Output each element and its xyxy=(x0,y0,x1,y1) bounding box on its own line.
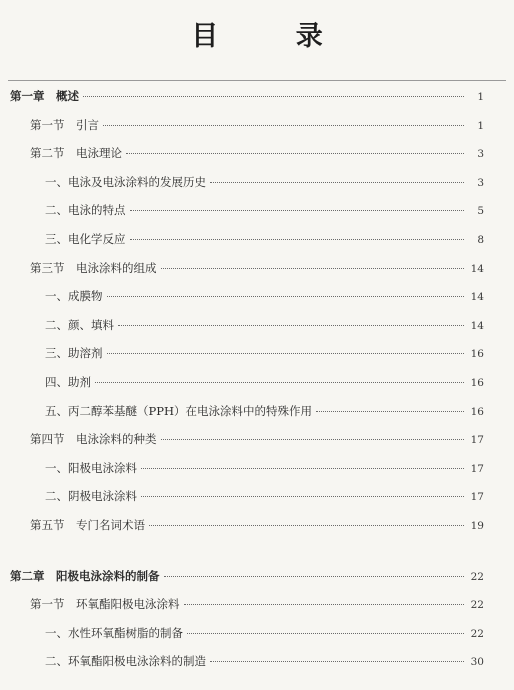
dot-leader xyxy=(130,239,465,240)
dot-leader xyxy=(107,296,465,297)
toc-page-number: 3 xyxy=(477,148,484,161)
toc-entry-label: 一、电泳及电泳涂料的发展历史 xyxy=(45,174,206,189)
dot-leader xyxy=(126,153,464,154)
toc-page-number: 16 xyxy=(470,348,484,361)
toc-entry-chapter-2[interactable] xyxy=(0,562,514,591)
toc-entry-subsection[interactable] xyxy=(0,196,514,225)
toc-page-number: 16 xyxy=(470,376,484,389)
dot-leader xyxy=(184,604,465,605)
toc-entry-section[interactable] xyxy=(0,254,514,283)
toc-page-number: 14 xyxy=(470,319,484,332)
toc-entry-subsection[interactable] xyxy=(0,397,514,426)
dot-leader xyxy=(210,182,464,183)
toc-page-number: 14 xyxy=(470,291,484,304)
toc-entry-label: 二、电泳的特点 xyxy=(45,203,126,218)
toc-entry-label: 二、颜、填料 xyxy=(45,317,114,332)
dot-leader xyxy=(187,633,464,634)
toc-entry-label: 第二章 阳极电泳涂料的制备 xyxy=(10,568,160,583)
toc-page-number: 14 xyxy=(470,262,484,275)
toc-entry-label: 三、电化学反应 xyxy=(45,231,126,246)
toc-entry-label: 二、阴极电泳涂料 xyxy=(45,489,137,504)
toc-entry-subsection[interactable] xyxy=(0,225,514,254)
toc-entry-subsection[interactable] xyxy=(0,647,514,676)
toc-entry-label: 三、助溶剂 xyxy=(45,346,103,361)
toc-entry-label: 第一节 引言 xyxy=(30,117,99,132)
toc-entry-subsection[interactable] xyxy=(0,282,514,311)
toc-page-number: 22 xyxy=(470,627,484,640)
toc-entry-label: 一、水性环氧酯树脂的制备 xyxy=(45,625,183,640)
toc-entry-label: 第三节 电泳涂料的组成 xyxy=(30,260,157,275)
title-divider xyxy=(8,80,506,81)
dot-leader xyxy=(161,439,465,440)
toc-page-number: 8 xyxy=(477,233,484,246)
toc-page-number: 30 xyxy=(470,656,484,669)
dot-leader xyxy=(164,576,465,577)
dot-leader xyxy=(95,382,464,383)
dot-leader xyxy=(83,96,464,97)
toc-entry-subsection[interactable] xyxy=(0,368,514,397)
toc-page-number: 17 xyxy=(470,491,484,504)
toc-entry-section[interactable] xyxy=(0,425,514,454)
dot-leader xyxy=(210,661,464,662)
dot-leader xyxy=(107,353,465,354)
toc-entry-section[interactable] xyxy=(0,511,514,540)
toc-entry-subsection[interactable] xyxy=(0,311,514,340)
dot-leader xyxy=(130,210,465,211)
toc-entry-label: 第一节 环氧酯阳极电泳涂料 xyxy=(30,597,180,612)
toc-page-number: 16 xyxy=(470,405,484,418)
chapter-spacer xyxy=(0,540,514,562)
toc-page-number: 17 xyxy=(470,434,484,447)
toc-page-number: 3 xyxy=(477,176,484,189)
dot-leader xyxy=(161,268,465,269)
toc-entry-subsection[interactable] xyxy=(0,339,514,368)
table-of-contents xyxy=(0,82,514,676)
toc-entry-subsection[interactable] xyxy=(0,454,514,483)
toc-entry-label: 第二节 电泳理论 xyxy=(30,146,122,161)
toc-page-number: 1 xyxy=(477,119,484,132)
page-title: 目 录 xyxy=(191,21,357,52)
toc-page-number: 5 xyxy=(477,205,484,218)
toc-page-number: 22 xyxy=(470,599,484,612)
toc-page-number: 1 xyxy=(477,91,484,103)
toc-entry-section[interactable] xyxy=(0,139,514,168)
toc-page-number: 19 xyxy=(470,519,484,532)
toc-entry-section[interactable] xyxy=(0,111,514,140)
toc-entry-subsection[interactable] xyxy=(0,168,514,197)
toc-entry-label: 第一章 概述 xyxy=(10,89,79,103)
toc-entry-section[interactable] xyxy=(0,590,514,619)
toc-entry-label: 第五节 专门名词术语 xyxy=(30,517,145,532)
toc-entry-label: 二、环氧酯阳极电泳涂料的制造 xyxy=(45,654,206,669)
toc-entry-subsection[interactable] xyxy=(0,619,514,648)
toc-page-number: 22 xyxy=(470,570,484,583)
toc-entry-label: 五、丙二醇苯基醚（PPH）在电泳涂料中的特殊作用 xyxy=(45,403,313,418)
toc-entry-label: 一、阳极电泳涂料 xyxy=(45,460,137,475)
toc-entry-label: 第四节 电泳涂料的种类 xyxy=(30,432,157,447)
toc-entry-label: 一、成膜物 xyxy=(45,289,103,304)
toc-page-number: 17 xyxy=(470,462,484,475)
toc-entry-label: 四、助剂 xyxy=(45,374,91,389)
toc-entry-chapter-1[interactable] xyxy=(0,82,514,111)
dot-leader xyxy=(141,496,464,497)
dot-leader xyxy=(316,411,464,412)
dot-leader xyxy=(103,125,464,126)
dot-leader xyxy=(141,468,464,469)
dot-leader xyxy=(149,525,464,526)
toc-entry-subsection[interactable] xyxy=(0,482,514,511)
dot-leader xyxy=(118,325,464,326)
